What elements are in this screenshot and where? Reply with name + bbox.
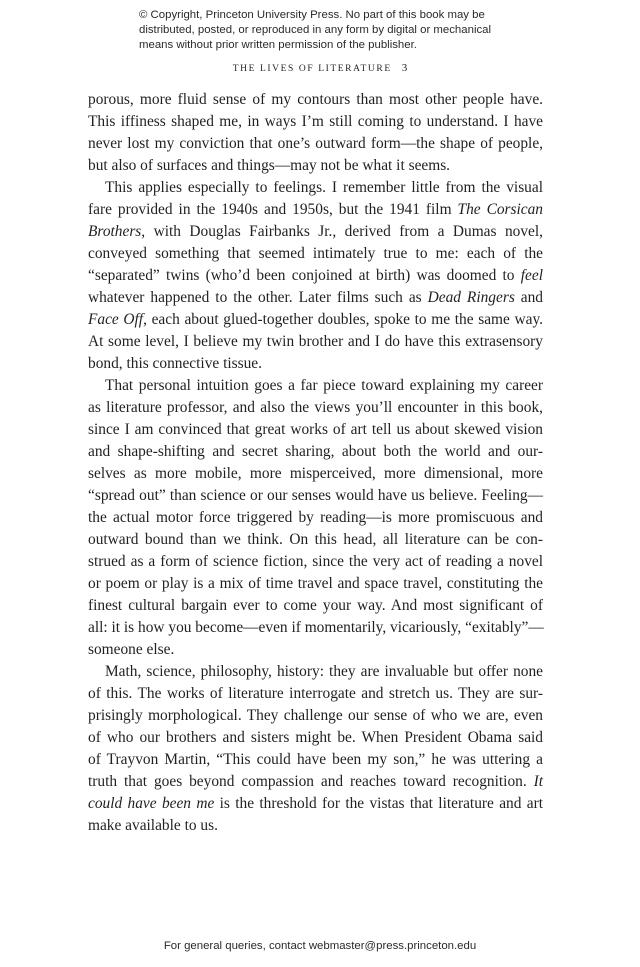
body-line	[88, 287, 543, 309]
body-line	[88, 617, 543, 639]
text-run: finest cultural bargain ever to come your way. And most significant of	[88, 597, 543, 614]
body-line	[88, 89, 543, 111]
text-run: “separated” twins (who’d been conjoined at birth) was doomed to	[88, 267, 521, 284]
body-line	[88, 529, 543, 551]
body-line	[88, 815, 543, 837]
body-line	[88, 397, 543, 419]
italic-text: Face Off	[88, 311, 144, 328]
copyright-line: distributed, posted, or reproduced in any form by digital or mechanical	[139, 24, 492, 36]
text-run: outward bound than we think. On this head, all literature can be con-	[88, 531, 543, 548]
body-line	[88, 375, 543, 397]
body-line	[88, 331, 543, 353]
body-line	[88, 441, 543, 463]
text-run: porous, more fluid sense of my contours than most other people have.	[88, 91, 543, 108]
text-run: all: it is how you become—even if momentarily, vicariously, “exitably”—	[88, 619, 544, 636]
copyright-notice	[139, 8, 519, 53]
text-run: of Trayvon Martin, “This could have been my son,” he was uttering a	[88, 751, 543, 768]
text-run: is the threshold for the vistas that literature and art	[214, 795, 543, 812]
body-line	[88, 309, 543, 331]
text-run: the actual motor force triggered by reading—is more promiscuous and	[88, 509, 543, 526]
body-line	[88, 133, 543, 155]
text-run: or poem or play is a mix of time travel and space travel, constituting the	[88, 575, 543, 592]
italic-text: It	[533, 773, 543, 790]
body-line	[88, 507, 543, 529]
text-run: conveyed something that seemed intimately true to me: each of the	[88, 245, 543, 262]
body-line	[88, 683, 543, 705]
copyright-line: © Copyright, Princeton University Press. No part of this book may be	[139, 9, 485, 21]
body-line	[88, 419, 543, 441]
italic-text: The Corsican	[457, 201, 544, 218]
text-run: whatever happened to the other. Later films such as	[88, 289, 428, 306]
page-number: 3	[401, 62, 408, 74]
text-run: but also of surfaces and things—may not be what it seems.	[88, 157, 451, 174]
text-run: and	[514, 289, 544, 306]
text-run: “spread out” than science or our senses would have us believe. Feeling—	[88, 487, 543, 504]
footer-contact: For general queries, contact webmaster@press.princeton.edu	[163, 940, 477, 952]
body-line	[88, 661, 543, 683]
running-head	[0, 62, 640, 74]
body-line	[88, 111, 543, 133]
italic-text: Dead Ringers	[427, 289, 515, 306]
text-run: and shape-shifting and secret sharing, about both the world and our-	[88, 443, 543, 460]
body-line	[88, 155, 543, 177]
text-run: of this. The works of literature interrogate and stretch us. They are sur-	[88, 685, 543, 702]
text-run: That personal intuition goes a far piece toward explaining my career	[105, 377, 543, 394]
body-line	[88, 639, 543, 661]
body-line	[88, 463, 543, 485]
body-line	[88, 265, 543, 287]
text-run: Math, science, philosophy, history: they are invaluable but offer none	[105, 663, 543, 680]
body-line	[88, 573, 543, 595]
text-run: fare provided in the 1940s and 1950s, but the 1941 film	[88, 201, 458, 218]
text-run: bond, this connective tissue.	[88, 355, 262, 372]
text-run: prisingly morphological. They challenge our sense of who we are, even	[88, 707, 543, 724]
body-line	[88, 485, 543, 507]
body-line	[88, 199, 543, 221]
italic-text: could have been me	[88, 795, 215, 812]
text-run: selves as more mobile, more misperceived, more dimensional, more	[88, 465, 543, 482]
text-run: This applies especially to feelings. I remember little from the visual	[105, 179, 543, 196]
text-run: someone else.	[88, 641, 175, 658]
text-run: of who our brothers and sisters might be. When President Obama said	[88, 729, 543, 746]
body-line	[88, 793, 543, 815]
body-line	[88, 243, 543, 265]
text-run: , with Douglas Fairbanks Jr., derived from a Dumas novel,	[141, 223, 543, 240]
text-run: since I am convinced that great works of art tell us about skewed vision	[88, 421, 543, 438]
body-line	[88, 595, 543, 617]
text-run: truth that goes beyond compassion and reaches toward recognition.	[88, 773, 534, 790]
text-run: , each about glued-together doubles, spoke to me the same way.	[143, 311, 543, 328]
body-line	[88, 353, 543, 375]
text-run: never lost my conviction that one’s outward form—the shape of people,	[88, 135, 543, 152]
text-run: as literature professor, and also the views you’ll encounter in this book,	[88, 399, 543, 416]
body-text	[88, 89, 543, 837]
italic-text: Brothers	[88, 223, 142, 240]
body-line	[88, 705, 543, 727]
text-run: This iffiness shaped me, in ways I’m still coming to understand. I have	[88, 113, 543, 130]
text-run: make available to us.	[88, 817, 218, 834]
body-line	[88, 749, 543, 771]
italic-text: feel	[520, 267, 543, 284]
body-line	[88, 771, 543, 793]
body-line	[88, 221, 543, 243]
copyright-line: means without prior written permission of the publisher.	[139, 39, 417, 51]
text-run: strued as a form of science fiction, since the very act of reading a novel	[88, 553, 543, 570]
text-run: At some level, I believe my twin brother and I do have this extrasensory	[88, 333, 543, 350]
running-head-title: THE LIVES OF LITERATURE	[232, 64, 392, 74]
body-line	[88, 551, 543, 573]
body-line	[88, 177, 543, 199]
body-line	[88, 727, 543, 749]
